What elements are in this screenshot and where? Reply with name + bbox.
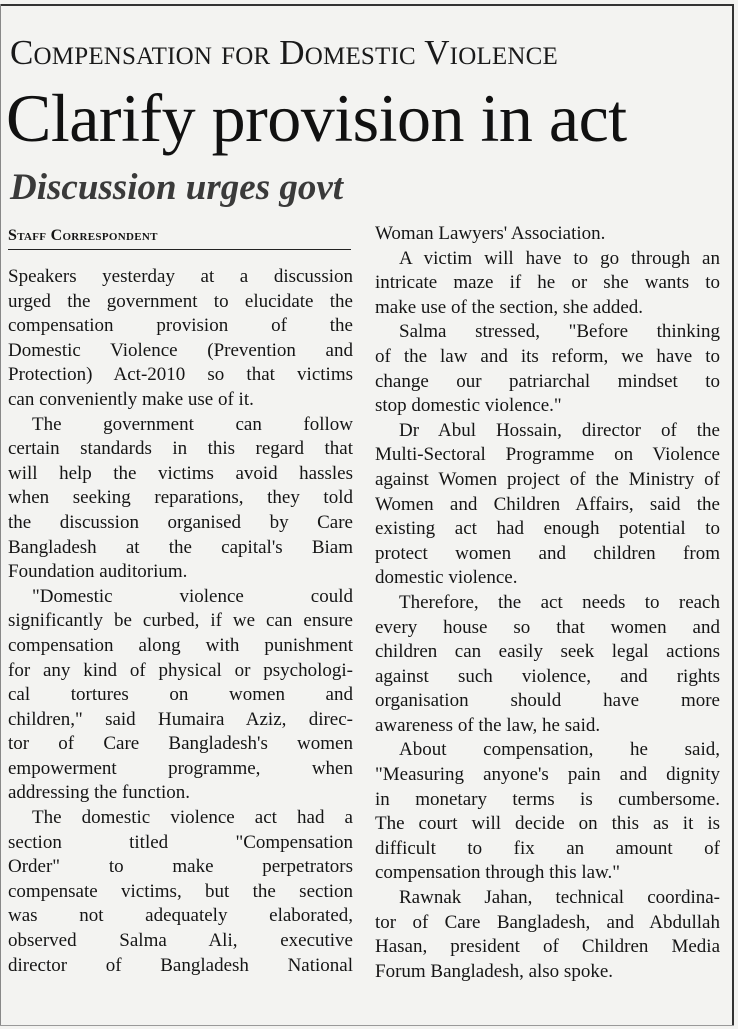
article-line: certain standards in this regard that [8, 438, 353, 460]
article-line: Rawnak Jahan, technical coordina- [399, 887, 720, 909]
article-kicker: Compensation for Domestic Violence [10, 33, 559, 72]
article-line: director of Bangladesh National [8, 954, 353, 976]
article-line: of the law and its reform, we have to [375, 345, 720, 367]
article-line: The government can follow [32, 413, 353, 435]
article-line: Woman Lawyers' Association. [375, 223, 606, 244]
article-line: Speakers yesterday at a discussion [8, 266, 353, 287]
article-line: against Women project of the Ministry of [375, 468, 720, 490]
article-headline: Clarify provision in act [6, 80, 627, 156]
article-line: Women and Children Affairs, said the [375, 493, 720, 515]
article-line: observed Salma Ali, executive [8, 930, 353, 952]
article-line: existing act had enough potential to [375, 518, 720, 540]
article-line: children," said Humaira Aziz, direc- [8, 708, 353, 730]
article-line: About compensation, he said, [399, 739, 720, 761]
article-line: when seeking reparations, they told [8, 487, 353, 509]
article-line: Therefore, the act needs to reach [399, 591, 720, 613]
clipping-border-left [0, 4, 1, 1026]
article-line: tor of Care Bangladesh, and Abdullah [375, 911, 720, 933]
article-column-left [8, 265, 353, 978]
article-line: in monetary terms is cumbersome. [375, 788, 720, 810]
article-line: domestic violence. [375, 567, 518, 589]
article-line: A victim will have to go through an [399, 247, 720, 269]
article-line: every house so that women and [375, 616, 720, 638]
byline-rule [8, 249, 351, 250]
article-line: The court will decide on this as it is [375, 813, 720, 835]
article-byline: Staff Correspondent [8, 227, 158, 244]
article-line: awareness of the law, he said. [375, 714, 601, 736]
article-line: stop domestic violence." [375, 395, 562, 417]
clipping-border-bottom [0, 1025, 734, 1026]
article-line: change our patriarchal mindset to [375, 370, 720, 392]
article-line: "Domestic violence could [32, 585, 353, 607]
article-line: Bangladesh at the capital's Biam [8, 536, 353, 558]
article-line: The domestic violence act had a [32, 807, 353, 829]
article-line: Foundation auditorium. [8, 561, 188, 583]
article-line: Forum Bangladesh, also spoke. [375, 960, 614, 982]
clipping-border-right [732, 4, 734, 1026]
article-column-right [375, 222, 720, 984]
article-line: make use of the section, she added. [375, 296, 644, 318]
article-line: cal tortures on women and [8, 684, 353, 706]
article-line: Domestic Violence (Prevention and [8, 339, 353, 361]
article-line: compensation along with punishment [8, 634, 353, 656]
article-line: Dr Abul Hossain, director of the [399, 419, 720, 441]
article-line: for any kind of physical or psychologi- [8, 659, 353, 681]
article-line: Order" to make perpetrators [8, 856, 353, 878]
article-line: section titled "Compensation [8, 831, 353, 853]
article-line: empowerment programme, when [8, 757, 353, 779]
article-line: Multi-Sectoral Programme on Violence [375, 444, 720, 466]
article-line: significantly be curbed, if we can ensure [8, 610, 353, 632]
article-line: the discussion organised by Care [8, 511, 353, 533]
article-line: Protection) Act-2010 so that victims [8, 364, 353, 386]
article-line: tor of Care Bangladesh's women [8, 733, 353, 755]
article-line: addressing the function. [8, 782, 191, 804]
article-line: against such violence, and rights [375, 665, 720, 687]
article-line: children can easily seek legal actions [375, 641, 720, 663]
clipping-border-top [0, 4, 734, 6]
article-line: compensation through this law." [375, 862, 621, 884]
article-line: was not adequately elaborated, [8, 905, 353, 927]
article-line: "Measuring anyone's pain and dignity [375, 764, 720, 786]
article-line: protect women and children from [375, 542, 720, 564]
article-line: will help the victims avoid hassles [8, 462, 353, 484]
article-line: Salma stressed, "Before thinking [399, 321, 720, 343]
article-line: organisation should have more [375, 690, 720, 712]
article-line: intricate maze if he or she wants to [375, 272, 720, 294]
article-subhead: Discussion urges govt [10, 167, 344, 208]
article-line: can conveniently make use of it. [8, 388, 254, 410]
article-line: Hasan, president of Children Media [375, 936, 720, 958]
article-line: compensation provision of the [8, 315, 353, 337]
article-line: difficult to fix an amount of [375, 837, 720, 859]
article-line: compensate victims, but the section [8, 880, 353, 902]
article-line: urged the government to elucidate the [8, 290, 353, 312]
